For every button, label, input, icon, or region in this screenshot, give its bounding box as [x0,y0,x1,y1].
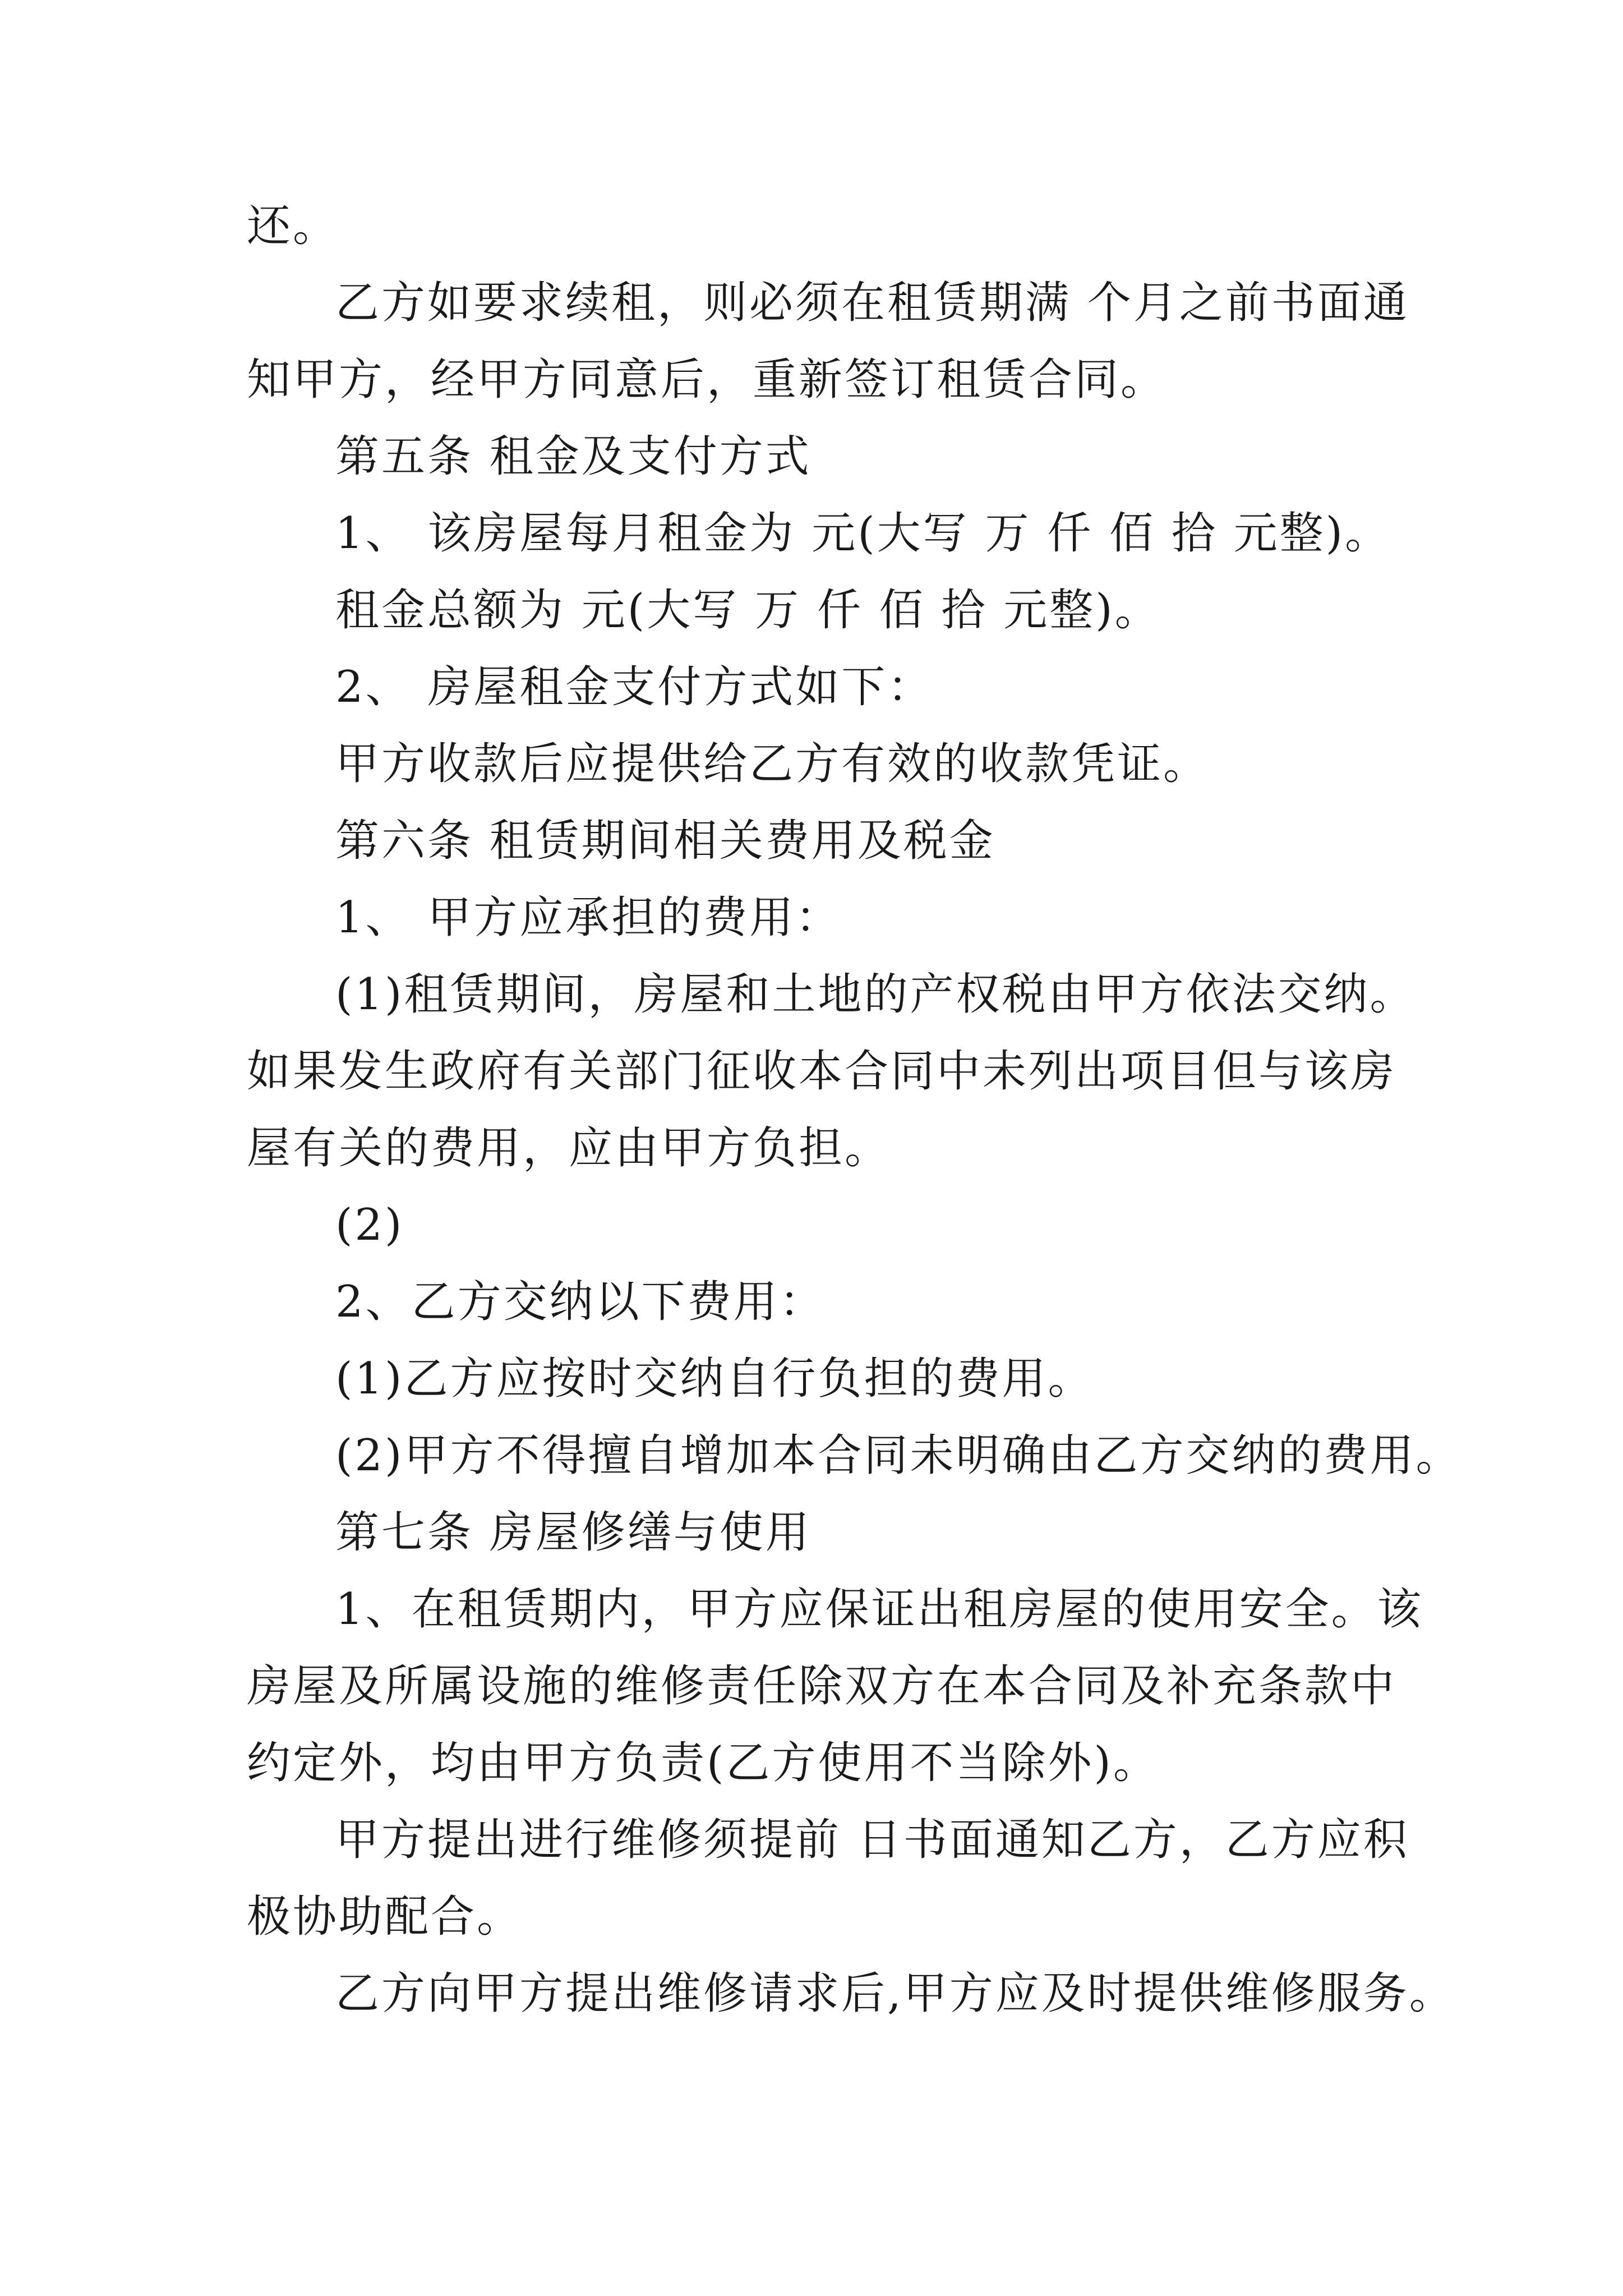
text-line: 1、 甲方应承担的费用： [335,892,842,943]
text-line: 2、 房屋租金支付方式如下： [335,662,934,712]
text-line: 知甲方，经甲方同意后，重新签订租赁合同。 [247,355,1167,405]
text-line: (1)乙方应按时交纳自行负担的费用。 [335,1354,1094,1404]
text-line: 甲方提出进行维修须提前 日书面通知乙方，乙方应积 [335,1815,1409,1865]
text-line: 约定外，均由甲方负责(乙方使用不当除外)。 [247,1738,1159,1788]
text-line: (2)甲方不得擅自增加本合同未明确由乙方交纳的费用。 [335,1430,1462,1481]
text-line: (1)租赁期间，房屋和土地的产权税由甲方依法交纳。 [335,969,1416,1020]
text-line: 房屋及所属设施的维修责任除双方在本合同及补充条款中 [247,1661,1397,1711]
text-line: 2、乙方交纳以下费用： [335,1277,826,1327]
section-heading: 第七条 房屋修缮与使用 [335,1507,811,1558]
text-line: 1、 该房屋每月租金为 元(大写 万 仟 佰 拾 元整)。 [335,508,1391,559]
section-heading: 第五条 租金及支付方式 [335,431,811,482]
text-line: 甲方收款后应提供给乙方有效的收款凭证。 [335,739,1210,789]
section-heading: 第六条 租赁期间相关费用及税金 [335,816,995,866]
text-line: 极协助配合。 [247,1892,523,1942]
text-line: 租金总额为 元(大写 万 仟 佰 拾 元整)。 [335,585,1161,636]
text-line: 如果发生政府有关部门征收本合同中未列出项目但与该房 [247,1046,1397,1097]
text-line: 还。 [247,201,339,251]
document-body [247,188,1462,2032]
text-line: 乙方向甲方提出维修请求后,甲方应及时提供维修服务。 [335,1968,1455,2019]
text-line: 屋有关的费用，应由甲方负担。 [247,1123,891,1174]
text-line: 1、在租赁期内，甲方应保证出租房屋的使用安全。该 [335,1584,1423,1635]
text-line: 乙方如要求续租，则必须在租赁期满 个月之前书面通 [335,278,1409,328]
text-line: (2) [335,1200,404,1250]
